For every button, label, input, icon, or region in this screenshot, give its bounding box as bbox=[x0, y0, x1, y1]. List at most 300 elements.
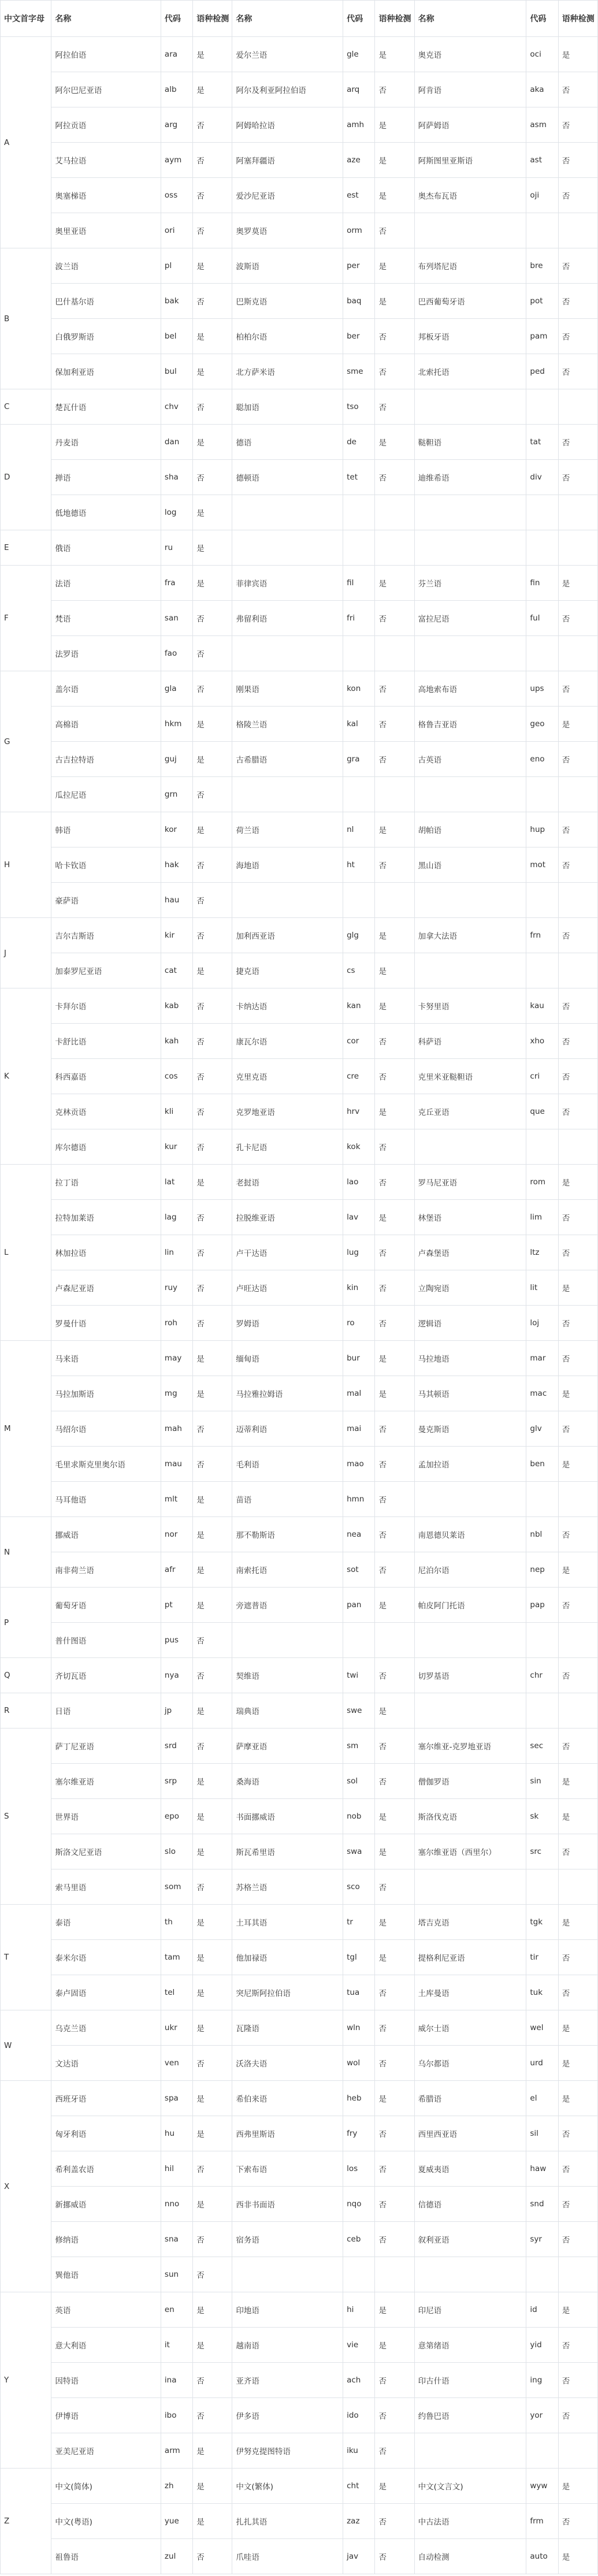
language-name: 林堡语 bbox=[414, 1200, 526, 1235]
language-name bbox=[414, 389, 526, 425]
table-row bbox=[1, 2151, 598, 2187]
language-detection: 是 bbox=[193, 2187, 232, 2222]
language-name: 塞尔维亚语 bbox=[51, 1764, 161, 1799]
language-detection: 否 bbox=[558, 918, 597, 953]
language-detection bbox=[558, 495, 597, 530]
language-code: cht bbox=[343, 2469, 375, 2504]
language-code bbox=[526, 213, 558, 248]
language-detection bbox=[558, 213, 597, 248]
table-row bbox=[1, 389, 598, 425]
language-detection: 是 bbox=[193, 1975, 232, 2010]
language-detection: 否 bbox=[558, 72, 597, 107]
language-detection: 是 bbox=[375, 1693, 414, 1729]
language-detection: 否 bbox=[558, 1834, 597, 1869]
language-name: 萨丁尼亚语 bbox=[51, 1729, 161, 1764]
language-name: 苏格兰语 bbox=[232, 1869, 343, 1905]
language-code: amh bbox=[343, 107, 375, 143]
language-code bbox=[343, 495, 375, 530]
language-name: 日语 bbox=[51, 1693, 161, 1729]
language-detection: 是 bbox=[375, 1200, 414, 1235]
language-name: 马绍尔语 bbox=[51, 1411, 161, 1447]
language-code: ibo bbox=[161, 2398, 192, 2433]
table-row bbox=[1, 2363, 598, 2398]
group-letter: L bbox=[1, 1165, 51, 1341]
language-code: fra bbox=[161, 566, 192, 601]
language-detection: 否 bbox=[193, 2151, 232, 2187]
language-detection: 是 bbox=[193, 1552, 232, 1588]
language-detection: 否 bbox=[375, 2539, 414, 2574]
language-detection: 否 bbox=[558, 1517, 597, 1552]
language-detection bbox=[558, 1482, 597, 1517]
language-code bbox=[343, 530, 375, 566]
language-code: mot bbox=[526, 847, 558, 883]
table-row bbox=[1, 1729, 598, 1764]
language-detection: 是 bbox=[375, 37, 414, 72]
language-name: 普什图语 bbox=[51, 1623, 161, 1658]
header-initial-letter: 中文首字母 bbox=[1, 1, 51, 37]
language-name bbox=[232, 530, 343, 566]
language-detection: 是 bbox=[375, 1588, 414, 1623]
language-code: nor bbox=[161, 1517, 192, 1552]
language-name: 克丘亚语 bbox=[414, 1094, 526, 1129]
language-detection: 是 bbox=[375, 2081, 414, 2116]
language-detection: 否 bbox=[558, 988, 597, 1024]
language-name: 北索托语 bbox=[414, 354, 526, 389]
language-code: snd bbox=[526, 2187, 558, 2222]
language-detection: 否 bbox=[193, 1658, 232, 1693]
language-detection: 是 bbox=[193, 319, 232, 354]
group-letter: M bbox=[1, 1341, 51, 1517]
language-name bbox=[414, 1129, 526, 1165]
language-code: tir bbox=[526, 1940, 558, 1975]
language-code: lit bbox=[526, 1270, 558, 1306]
language-detection: 否 bbox=[558, 248, 597, 284]
language-detection: 是 bbox=[375, 1940, 414, 1975]
language-name: 芬兰语 bbox=[414, 566, 526, 601]
group-letter: B bbox=[1, 248, 51, 389]
language-name: 罗马尼亚语 bbox=[414, 1165, 526, 1200]
language-detection: 否 bbox=[193, 1094, 232, 1129]
language-detection: 否 bbox=[375, 2222, 414, 2257]
language-code: chr bbox=[526, 1658, 558, 1693]
language-code bbox=[526, 1129, 558, 1165]
language-code: urd bbox=[526, 2046, 558, 2081]
language-code: eno bbox=[526, 742, 558, 777]
language-name: 伊博语 bbox=[51, 2398, 161, 2433]
language-detection: 是 bbox=[193, 530, 232, 566]
language-detection: 否 bbox=[558, 2222, 597, 2257]
language-detection: 否 bbox=[193, 1235, 232, 1270]
language-name: 帕皮阿门托语 bbox=[414, 1588, 526, 1623]
language-code: de bbox=[343, 425, 375, 460]
table-row bbox=[1, 2116, 598, 2151]
language-name: 邦板牙语 bbox=[414, 319, 526, 354]
language-detection: 否 bbox=[193, 143, 232, 178]
language-name: 他加禄语 bbox=[232, 1940, 343, 1975]
language-code: kli bbox=[161, 1094, 192, 1129]
language-detection: 是 bbox=[375, 566, 414, 601]
language-detection: 否 bbox=[558, 284, 597, 319]
language-detection: 是 bbox=[193, 248, 232, 284]
language-code bbox=[343, 777, 375, 812]
language-name: 斯洛文尼亚语 bbox=[51, 1834, 161, 1869]
language-code: iku bbox=[343, 2433, 375, 2469]
language-detection: 是 bbox=[193, 2010, 232, 2046]
language-name: 缅甸语 bbox=[232, 1341, 343, 1376]
language-name: 立陶宛语 bbox=[414, 1270, 526, 1306]
language-detection: 否 bbox=[375, 2010, 414, 2046]
language-code bbox=[526, 2257, 558, 2292]
language-code: yor bbox=[526, 2398, 558, 2433]
language-detection: 是 bbox=[193, 1165, 232, 1200]
header-name: 名称 bbox=[232, 1, 343, 37]
language-code: dan bbox=[161, 425, 192, 460]
language-code: est bbox=[343, 178, 375, 213]
language-code: arq bbox=[343, 72, 375, 107]
language-code: sol bbox=[343, 1764, 375, 1799]
language-detection: 否 bbox=[375, 1869, 414, 1905]
language-name bbox=[232, 636, 343, 671]
language-name: 海地语 bbox=[232, 847, 343, 883]
group-letter: A bbox=[1, 37, 51, 248]
language-code: sk bbox=[526, 1799, 558, 1834]
language-code: mah bbox=[161, 1411, 192, 1447]
language-detection: 否 bbox=[375, 2398, 414, 2433]
header-code: 代码 bbox=[343, 1, 375, 37]
language-code: srp bbox=[161, 1764, 192, 1799]
language-detection: 否 bbox=[193, 1623, 232, 1658]
language-name: 西里西亚语 bbox=[414, 2116, 526, 2151]
language-code: hrv bbox=[343, 1094, 375, 1129]
language-name: 瓦隆语 bbox=[232, 2010, 343, 2046]
language-detection: 否 bbox=[193, 847, 232, 883]
language-name: 葡萄牙语 bbox=[51, 1588, 161, 1623]
language-detection: 否 bbox=[558, 2363, 597, 2398]
language-code: hil bbox=[161, 2151, 192, 2187]
language-name: 老挝语 bbox=[232, 1165, 343, 1200]
language-code: lao bbox=[343, 1165, 375, 1200]
language-detection bbox=[558, 1869, 597, 1905]
language-name: 古英语 bbox=[414, 742, 526, 777]
language-name: 吉尔吉斯语 bbox=[51, 918, 161, 953]
language-name: 孟加拉语 bbox=[414, 1447, 526, 1482]
language-code: pus bbox=[161, 1623, 192, 1658]
language-code: nob bbox=[343, 1799, 375, 1834]
language-detection: 否 bbox=[375, 2151, 414, 2187]
language-code: los bbox=[343, 2151, 375, 2187]
language-detection: 否 bbox=[375, 213, 414, 248]
language-name: 巽他语 bbox=[51, 2257, 161, 2292]
language-detection: 是 bbox=[375, 918, 414, 953]
language-detection: 否 bbox=[193, 1024, 232, 1059]
language-code: mao bbox=[343, 1447, 375, 1482]
language-name: 荷兰语 bbox=[232, 812, 343, 847]
language-code: haw bbox=[526, 2151, 558, 2187]
language-name: 西非书面语 bbox=[232, 2187, 343, 2222]
language-detection: 是 bbox=[193, 2116, 232, 2151]
language-detection: 否 bbox=[558, 601, 597, 636]
language-detection: 是 bbox=[193, 1834, 232, 1869]
language-name: 匈牙利语 bbox=[51, 2116, 161, 2151]
language-name: 古希腊语 bbox=[232, 742, 343, 777]
language-name: 南恩德贝莱语 bbox=[414, 1517, 526, 1552]
language-name: 土库曼语 bbox=[414, 1975, 526, 2010]
language-name bbox=[414, 495, 526, 530]
language-name bbox=[232, 495, 343, 530]
language-detection: 是 bbox=[193, 2292, 232, 2328]
language-detection: 否 bbox=[375, 1552, 414, 1588]
language-name: 迪维希语 bbox=[414, 460, 526, 495]
language-code: ful bbox=[526, 601, 558, 636]
language-detection bbox=[375, 495, 414, 530]
language-detection: 是 bbox=[558, 1165, 597, 1200]
table-row bbox=[1, 2010, 598, 2046]
language-name: 中文(文言文) bbox=[414, 2469, 526, 2504]
language-name: 突尼斯阿拉伯语 bbox=[232, 1975, 343, 2010]
language-name: 印尼语 bbox=[414, 2292, 526, 2328]
language-detection: 否 bbox=[558, 2398, 597, 2433]
table-row bbox=[1, 601, 598, 636]
language-code bbox=[526, 636, 558, 671]
language-name: 克罗地亚语 bbox=[232, 1094, 343, 1129]
language-code bbox=[526, 495, 558, 530]
language-name: 法语 bbox=[51, 566, 161, 601]
table-row bbox=[1, 1764, 598, 1799]
group-letter: R bbox=[1, 1693, 51, 1729]
language-code bbox=[526, 530, 558, 566]
language-code: bur bbox=[343, 1341, 375, 1376]
language-detection: 否 bbox=[193, 777, 232, 812]
language-name: 毛利语 bbox=[232, 1447, 343, 1482]
language-name: 切罗基语 bbox=[414, 1658, 526, 1693]
language-name: 信德语 bbox=[414, 2187, 526, 2222]
language-code: vie bbox=[343, 2328, 375, 2363]
language-name: 孔卡尼语 bbox=[232, 1129, 343, 1165]
language-name: 僧伽罗语 bbox=[414, 1764, 526, 1799]
language-detection: 否 bbox=[558, 812, 597, 847]
table-row bbox=[1, 1834, 598, 1869]
language-detection: 是 bbox=[193, 2328, 232, 2363]
language-name: 提格利尼亚语 bbox=[414, 1940, 526, 1975]
language-name: 拉丁语 bbox=[51, 1165, 161, 1200]
language-detection: 否 bbox=[193, 1729, 232, 1764]
language-code: afr bbox=[161, 1552, 192, 1588]
language-detection bbox=[558, 530, 597, 566]
language-detection bbox=[558, 777, 597, 812]
header-detection: 语种检测 bbox=[193, 1, 232, 37]
language-code: hup bbox=[526, 812, 558, 847]
language-detection: 是 bbox=[193, 2504, 232, 2539]
language-name: 意第绪语 bbox=[414, 2328, 526, 2363]
table-row bbox=[1, 1658, 598, 1693]
language-code: ara bbox=[161, 37, 192, 72]
language-detection: 否 bbox=[558, 1940, 597, 1975]
language-name: 亚齐语 bbox=[232, 2363, 343, 2398]
language-code: ups bbox=[526, 671, 558, 707]
language-code: kok bbox=[343, 1129, 375, 1165]
table-row bbox=[1, 883, 598, 918]
language-name: 阿萨姆语 bbox=[414, 107, 526, 143]
language-code: nno bbox=[161, 2187, 192, 2222]
language-detection: 是 bbox=[193, 1517, 232, 1552]
language-name: 旁遮普语 bbox=[232, 1588, 343, 1623]
language-name: 卢森堡语 bbox=[414, 1235, 526, 1270]
language-code: nep bbox=[526, 1552, 558, 1588]
language-name: 艾马拉语 bbox=[51, 143, 161, 178]
language-detection: 否 bbox=[375, 601, 414, 636]
header-name: 名称 bbox=[51, 1, 161, 37]
language-code: pam bbox=[526, 319, 558, 354]
language-code: ven bbox=[161, 2046, 192, 2081]
language-name: 南索托语 bbox=[232, 1552, 343, 1588]
language-detection: 否 bbox=[375, 1235, 414, 1270]
language-name: 斯洛伐克语 bbox=[414, 1799, 526, 1834]
language-detection bbox=[558, 883, 597, 918]
group-letter: P bbox=[1, 1588, 51, 1658]
language-name bbox=[414, 530, 526, 566]
language-name: 林加拉语 bbox=[51, 1235, 161, 1270]
language-name: 新挪威语 bbox=[51, 2187, 161, 2222]
language-name: 阿拉伯语 bbox=[51, 37, 161, 72]
table-row bbox=[1, 1940, 598, 1975]
language-name: 马拉加斯语 bbox=[51, 1376, 161, 1411]
language-detection: 否 bbox=[558, 319, 597, 354]
language-name: 卢森尼亚语 bbox=[51, 1270, 161, 1306]
language-detection: 否 bbox=[193, 1447, 232, 1482]
language-detection bbox=[375, 777, 414, 812]
language-name: 因特语 bbox=[51, 2363, 161, 2398]
language-code: bul bbox=[161, 354, 192, 389]
language-code: mlt bbox=[161, 1482, 192, 1517]
language-name: 掸语 bbox=[51, 460, 161, 495]
language-detection: 是 bbox=[558, 566, 597, 601]
language-detection: 是 bbox=[375, 988, 414, 1024]
language-detection: 否 bbox=[375, 1975, 414, 2010]
language-code: san bbox=[161, 601, 192, 636]
language-name: 白俄罗斯语 bbox=[51, 319, 161, 354]
language-name: 斯瓦希里语 bbox=[232, 1834, 343, 1869]
language-detection bbox=[558, 1693, 597, 1729]
language-name: 夏威夷语 bbox=[414, 2151, 526, 2187]
language-name: 克林贡语 bbox=[51, 1094, 161, 1129]
language-name: 加泰罗尼亚语 bbox=[51, 953, 161, 988]
language-detection: 否 bbox=[193, 460, 232, 495]
language-code: glg bbox=[343, 918, 375, 953]
language-detection: 否 bbox=[375, 1306, 414, 1341]
language-detection: 否 bbox=[558, 742, 597, 777]
language-detection: 否 bbox=[193, 601, 232, 636]
language-detection: 否 bbox=[193, 389, 232, 425]
language-code: lag bbox=[161, 1200, 192, 1235]
table-row bbox=[1, 495, 598, 530]
language-name: 沃洛夫语 bbox=[232, 2046, 343, 2081]
language-detection: 否 bbox=[193, 918, 232, 953]
header-name: 名称 bbox=[414, 1, 526, 37]
language-name: 阿斯图里亚斯语 bbox=[414, 143, 526, 178]
language-name: 哈卡钦语 bbox=[51, 847, 161, 883]
language-name: 罗曼什语 bbox=[51, 1306, 161, 1341]
language-code: swe bbox=[343, 1693, 375, 1729]
language-name: 豪萨语 bbox=[51, 883, 161, 918]
language-code: hak bbox=[161, 847, 192, 883]
table-row bbox=[1, 425, 598, 460]
language-name bbox=[414, 213, 526, 248]
language-name: 塞尔维亚语（西里尔） bbox=[414, 1834, 526, 1869]
language-name: 黑山语 bbox=[414, 847, 526, 883]
language-detection: 是 bbox=[193, 742, 232, 777]
language-name: 阿肯语 bbox=[414, 72, 526, 107]
language-name: 阿尔巴尼亚语 bbox=[51, 72, 161, 107]
group-letter: N bbox=[1, 1517, 51, 1588]
language-code: spa bbox=[161, 2081, 192, 2116]
language-detection: 是 bbox=[193, 953, 232, 988]
language-code: ru bbox=[161, 530, 192, 566]
table-row bbox=[1, 530, 598, 566]
language-code: ukr bbox=[161, 2010, 192, 2046]
language-detection: 否 bbox=[193, 2257, 232, 2292]
language-detection: 否 bbox=[375, 389, 414, 425]
table-row bbox=[1, 1693, 598, 1729]
language-code bbox=[526, 953, 558, 988]
language-code: ruy bbox=[161, 1270, 192, 1306]
language-name: 乌尔都语 bbox=[414, 2046, 526, 2081]
table-row bbox=[1, 812, 598, 847]
language-detection: 否 bbox=[375, 742, 414, 777]
language-name: 奥罗莫语 bbox=[232, 213, 343, 248]
language-code: sha bbox=[161, 460, 192, 495]
table-row bbox=[1, 319, 598, 354]
table-row bbox=[1, 1270, 598, 1306]
language-detection: 否 bbox=[193, 671, 232, 707]
language-code: gle bbox=[343, 37, 375, 72]
group-letter: D bbox=[1, 425, 51, 530]
language-code bbox=[526, 1482, 558, 1517]
language-name: 文达语 bbox=[51, 2046, 161, 2081]
language-name: 希利盖农语 bbox=[51, 2151, 161, 2187]
language-name: 刚果语 bbox=[232, 671, 343, 707]
table-row bbox=[1, 2081, 598, 2116]
table-row bbox=[1, 2292, 598, 2328]
table-row bbox=[1, 953, 598, 988]
language-detection: 是 bbox=[375, 1799, 414, 1834]
language-code: kan bbox=[343, 988, 375, 1024]
language-detection: 是 bbox=[375, 284, 414, 319]
language-detection: 是 bbox=[375, 248, 414, 284]
language-code: kah bbox=[161, 1024, 192, 1059]
language-code bbox=[526, 1869, 558, 1905]
language-name: 巴斯克语 bbox=[232, 284, 343, 319]
language-code: nea bbox=[343, 1517, 375, 1552]
group-letter: S bbox=[1, 1729, 51, 1905]
table-row bbox=[1, 636, 598, 671]
language-name: 宿务语 bbox=[232, 2222, 343, 2257]
language-name: 瑞典语 bbox=[232, 1693, 343, 1729]
table-row bbox=[1, 918, 598, 953]
language-name: 南非荷兰语 bbox=[51, 1552, 161, 1588]
language-name: 捷克语 bbox=[232, 953, 343, 988]
language-code: xho bbox=[526, 1024, 558, 1059]
language-name: 马其顿语 bbox=[414, 1376, 526, 1411]
language-name: 契维语 bbox=[232, 1658, 343, 1693]
language-code: sil bbox=[526, 2116, 558, 2151]
language-name: 阿姆哈拉语 bbox=[232, 107, 343, 143]
language-code: cre bbox=[343, 1059, 375, 1094]
language-detection: 是 bbox=[193, 2469, 232, 2504]
language-detection: 是 bbox=[193, 707, 232, 742]
table-row bbox=[1, 671, 598, 707]
language-detection: 否 bbox=[558, 143, 597, 178]
language-detection: 否 bbox=[558, 1588, 597, 1623]
